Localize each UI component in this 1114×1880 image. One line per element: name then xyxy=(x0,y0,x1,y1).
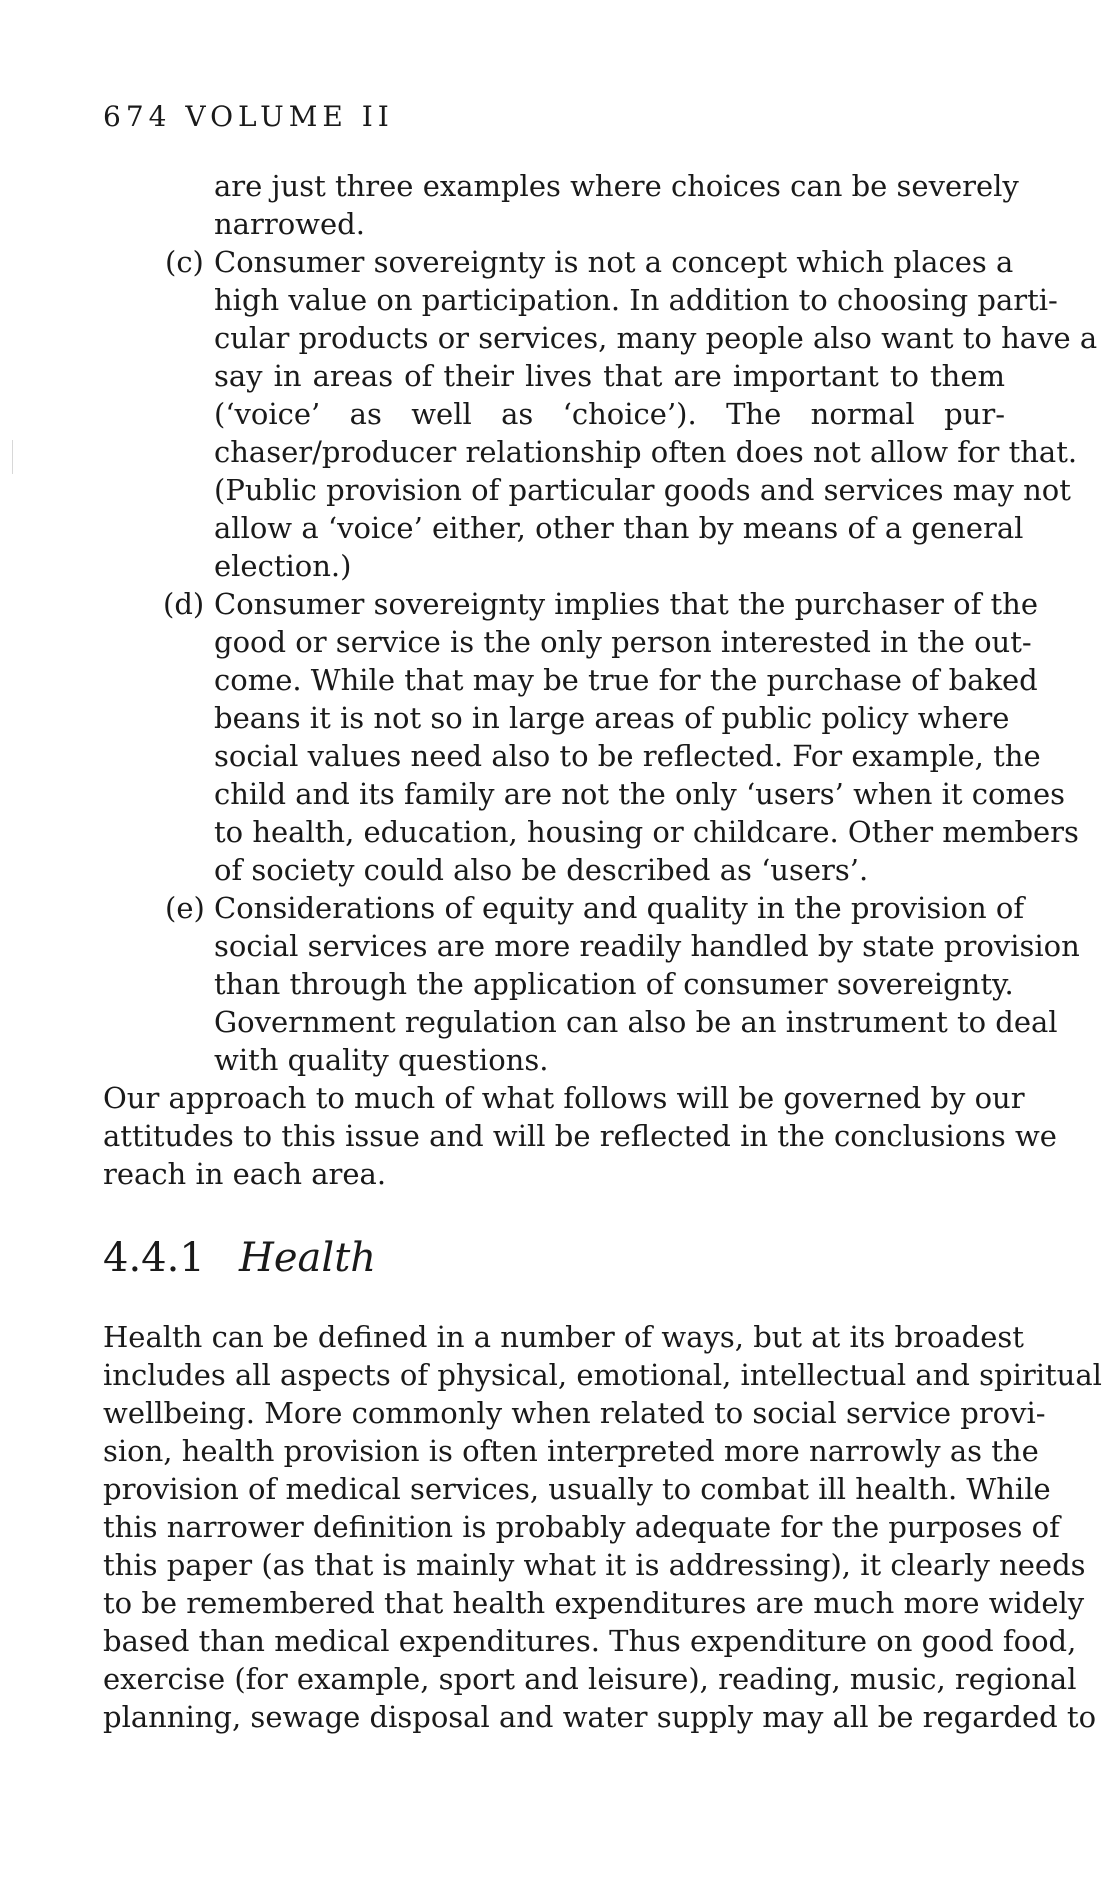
item-b-line: narrowed. xyxy=(214,207,365,241)
health-paragraph-line: exercise (for example, sport and leisure), reading, music, regional xyxy=(103,1662,1077,1696)
running-header xyxy=(103,100,394,133)
item-e-line: than through the application of consumer sovereignty. xyxy=(214,967,1014,1001)
section-title: Health xyxy=(239,1235,377,1281)
item-e-line: Government regulation can also be an instrument to deal xyxy=(214,1005,1058,1039)
item-c-line: Consumer sovereignty is not a concept which places a xyxy=(214,245,1014,279)
item-c-line: allow a ‘voice’ either, other than by means of a general xyxy=(214,511,1024,545)
item-b-line: are just three examples where choices can be severely xyxy=(214,169,1019,203)
item-e-line: social services are more readily handled by state provision xyxy=(214,929,1080,963)
item-d-line: good or service is the only person interested in the out- xyxy=(214,625,1032,659)
health-paragraph-line: wellbeing. More commonly when related to social service provi- xyxy=(103,1396,1046,1430)
item-d-line: come. While that may be true for the purchase of baked xyxy=(214,663,1038,697)
health-paragraph-line: sion, health provision is often interpreted more narrowly as the xyxy=(103,1434,1039,1468)
health-paragraph-line: this paper (as that is mainly what it is addressing), it clearly needs xyxy=(103,1548,1086,1582)
health-paragraph-line: provision of medical services, usually to combat ill health. While xyxy=(103,1472,1051,1506)
item-c-marker: (c) xyxy=(165,245,204,279)
item-c-line: cular products or services, many people also want to have a xyxy=(214,321,1098,355)
page-number: 674 xyxy=(103,100,172,133)
section-number: 4.4.1 xyxy=(103,1235,205,1281)
item-c-line: chaser/producer relationship often does not allow for that. xyxy=(214,435,1078,469)
health-paragraph-line: to be remembered that health expenditures are much more widely xyxy=(103,1586,1085,1620)
closing-paragraph-line: Our approach to much of what follows will be governed by our xyxy=(103,1081,1025,1115)
item-c-line: say in areas of their lives that are important to them xyxy=(214,359,1005,393)
health-paragraph-line: includes all aspects of physical, emotional, intellectual and spiritual xyxy=(103,1358,1102,1392)
closing-paragraph-line: reach in each area. xyxy=(103,1157,387,1191)
item-d-line: Consumer sovereignty implies that the purchaser of the xyxy=(214,587,1039,621)
volume-label: VOLUME II xyxy=(185,100,394,133)
item-e-line: Considerations of equity and quality in the provision of xyxy=(214,891,1025,925)
item-d-line: of society could also be described as ‘users’. xyxy=(214,853,869,887)
item-e-marker: (e) xyxy=(165,891,205,925)
item-e-line: with quality questions. xyxy=(214,1043,549,1077)
item-d-line: child and its family are not the only ‘users’ when it comes xyxy=(214,777,1066,811)
health-paragraph-line: this narrower definition is probably adequate for the purposes of xyxy=(103,1510,1060,1544)
item-c-line: election.) xyxy=(214,549,352,583)
section-heading xyxy=(103,1234,376,1282)
item-d-line: social values need also to be reflected. For example, the xyxy=(214,739,1041,773)
health-paragraph-line: based than medical expenditures. Thus expenditure on good food, xyxy=(103,1624,1077,1658)
item-c-line: (‘voice’ as well as ‘choice’). The normal pur- xyxy=(214,397,1005,431)
item-d-marker: (d) xyxy=(163,587,205,621)
item-c-line: high value on participation. In addition to choosing parti- xyxy=(214,283,1058,317)
item-d-line: to health, education, housing or childcare. Other members xyxy=(214,815,1079,849)
scan-artifact xyxy=(12,440,13,474)
item-d-line: beans it is not so in large areas of public policy where xyxy=(214,701,1010,735)
health-paragraph-line: planning, sewage disposal and water supply may all be regarded to xyxy=(103,1700,1097,1734)
item-c-line: (Public provision of particular goods and services may not xyxy=(214,473,1071,507)
health-paragraph-line: Health can be defined in a number of ways, but at its broadest xyxy=(103,1320,1024,1354)
closing-paragraph-line: attitudes to this issue and will be reflected in the conclusions we xyxy=(103,1119,1057,1153)
